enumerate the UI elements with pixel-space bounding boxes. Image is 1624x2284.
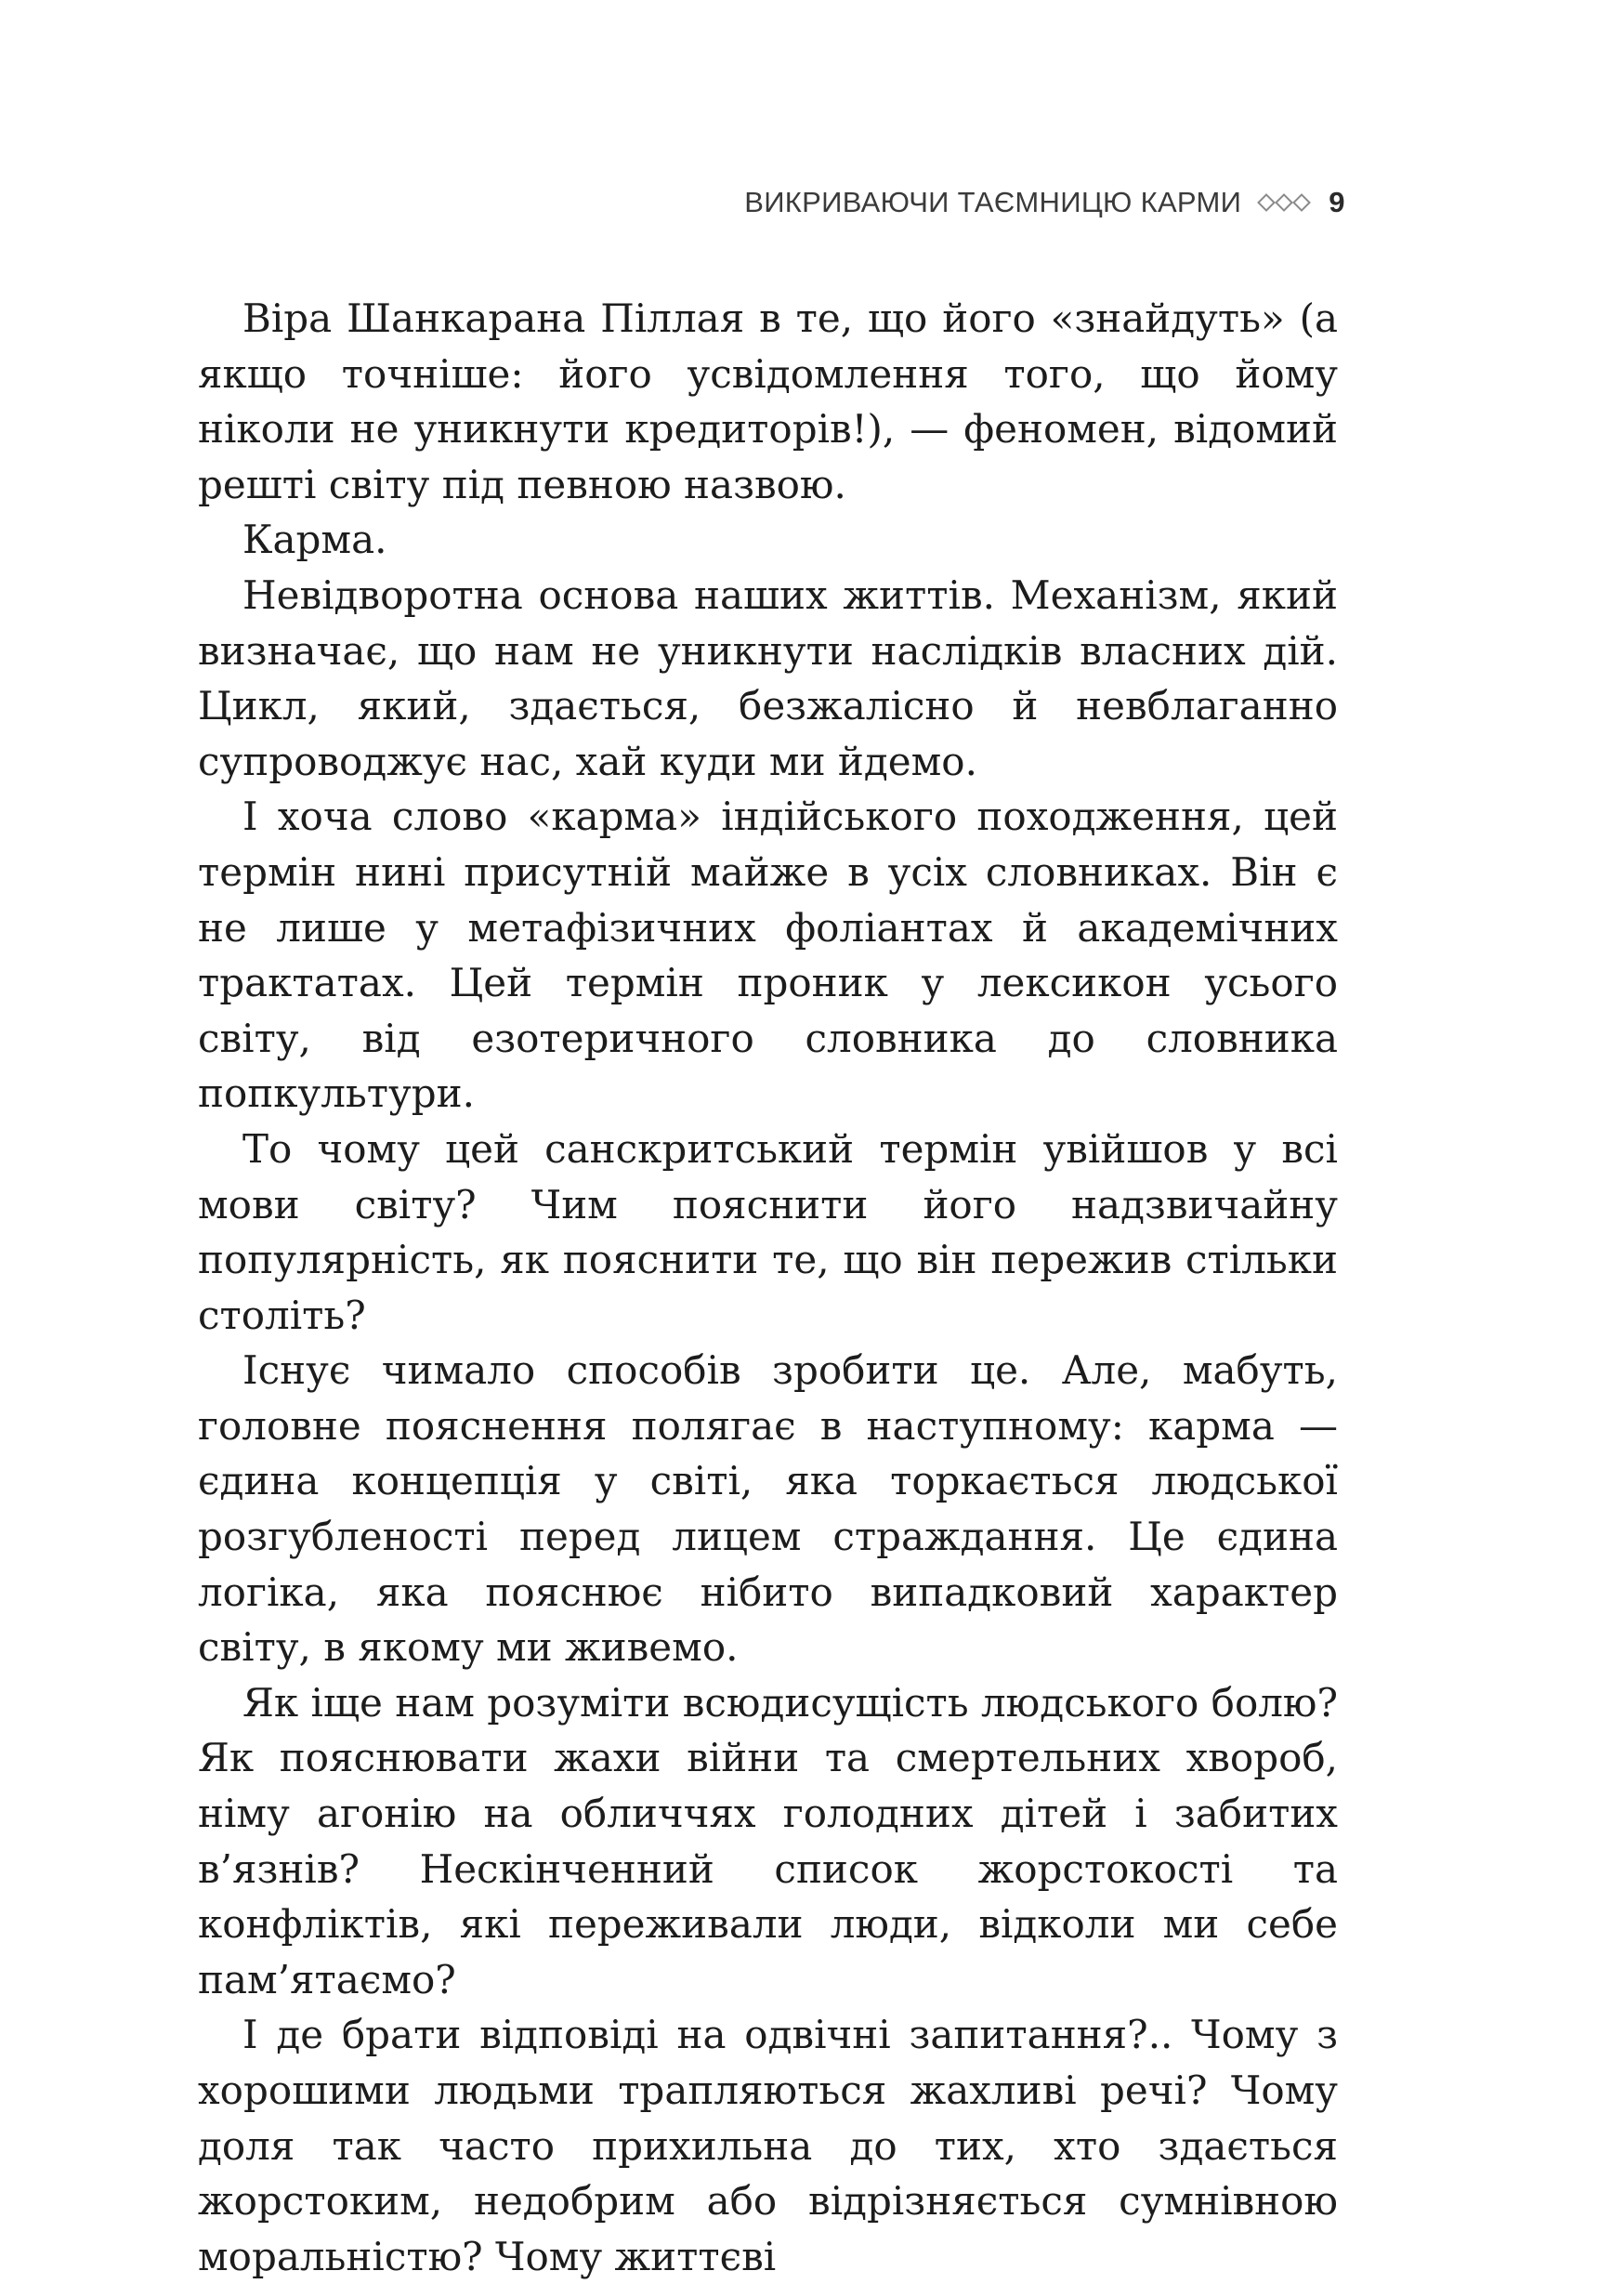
paragraph: То чому цей санскритський термін увійшов у всі мови світу? Чим пояснити його надзвичайну популярність, як пояснити те, що він пережив стільки століть? <box>198 1125 1338 1338</box>
paragraph: І де брати відповіді на одвічні запитання?.. Чому з хорошими людьми трапляються жахливі речі? Чому доля так часто прихильна до тих, хто здається жорстоким, недобрим або відрізняється сумнівною моральністю? Чому життєві <box>198 2012 1338 2279</box>
paragraph: Віра Шанкарана Піллая в те, що його «знайдуть» (а якщо точніше: його усвідомлення того, що йому ніколи не уникнути кредиторів!), — феномен, відомий решті світу під певною назвою. <box>198 295 1338 507</box>
diamond-icon <box>1275 193 1293 212</box>
page-number: 9 <box>1329 186 1345 218</box>
paragraph: Як іще нам розуміти всюдисущість людського болю? Як пояснювати жахи війни та смертельних хвороб, німу агонію на обличчях голодних дітей і забитих в’язнів? Нескінченний список жорстокості та конфліктів, які переживали люди, відколи ми себе пам’ятаємо? <box>198 1679 1339 2002</box>
paragraph: Невідворотна основа наших життів. Механізм, який визначає, що нам не уникнути наслідків власних дій. Цикл, який, здається, безжалісно й невблаганно супроводжує нас, хай куди ми йдемо. <box>198 571 1338 784</box>
diamond-icon <box>1257 193 1276 212</box>
paragraph: І хоча слово «карма» індійського походження, цей термін нині присутній майже в усіх словниках. Він є не лише у метафізичних фоліантах й академічних трактатах. Цей термін проник у лексикон усього світу, від езотеричного словника до словника попкультури. <box>198 794 1338 1117</box>
body-text <box>198 291 1338 2284</box>
paragraph: Існує чимало способів зробити це. Але, мабуть, головне пояснення полягає в наступному: карма — єдина концепція у світі, яка торкається людської розгубленості перед лицем страждання. Це єдина логіка, яка пояснює нібито випадковий характер світу, в якому ми живемо. <box>198 1347 1338 1671</box>
running-header-title: ВИКРИВАЮЧИ ТАЄМНИЦЮ КАРМИ <box>744 186 1242 218</box>
running-header <box>744 186 1345 219</box>
diamond-icon <box>1292 193 1311 212</box>
diamond-ornament-icon <box>1260 196 1308 209</box>
paragraph: Карма. <box>242 517 387 563</box>
